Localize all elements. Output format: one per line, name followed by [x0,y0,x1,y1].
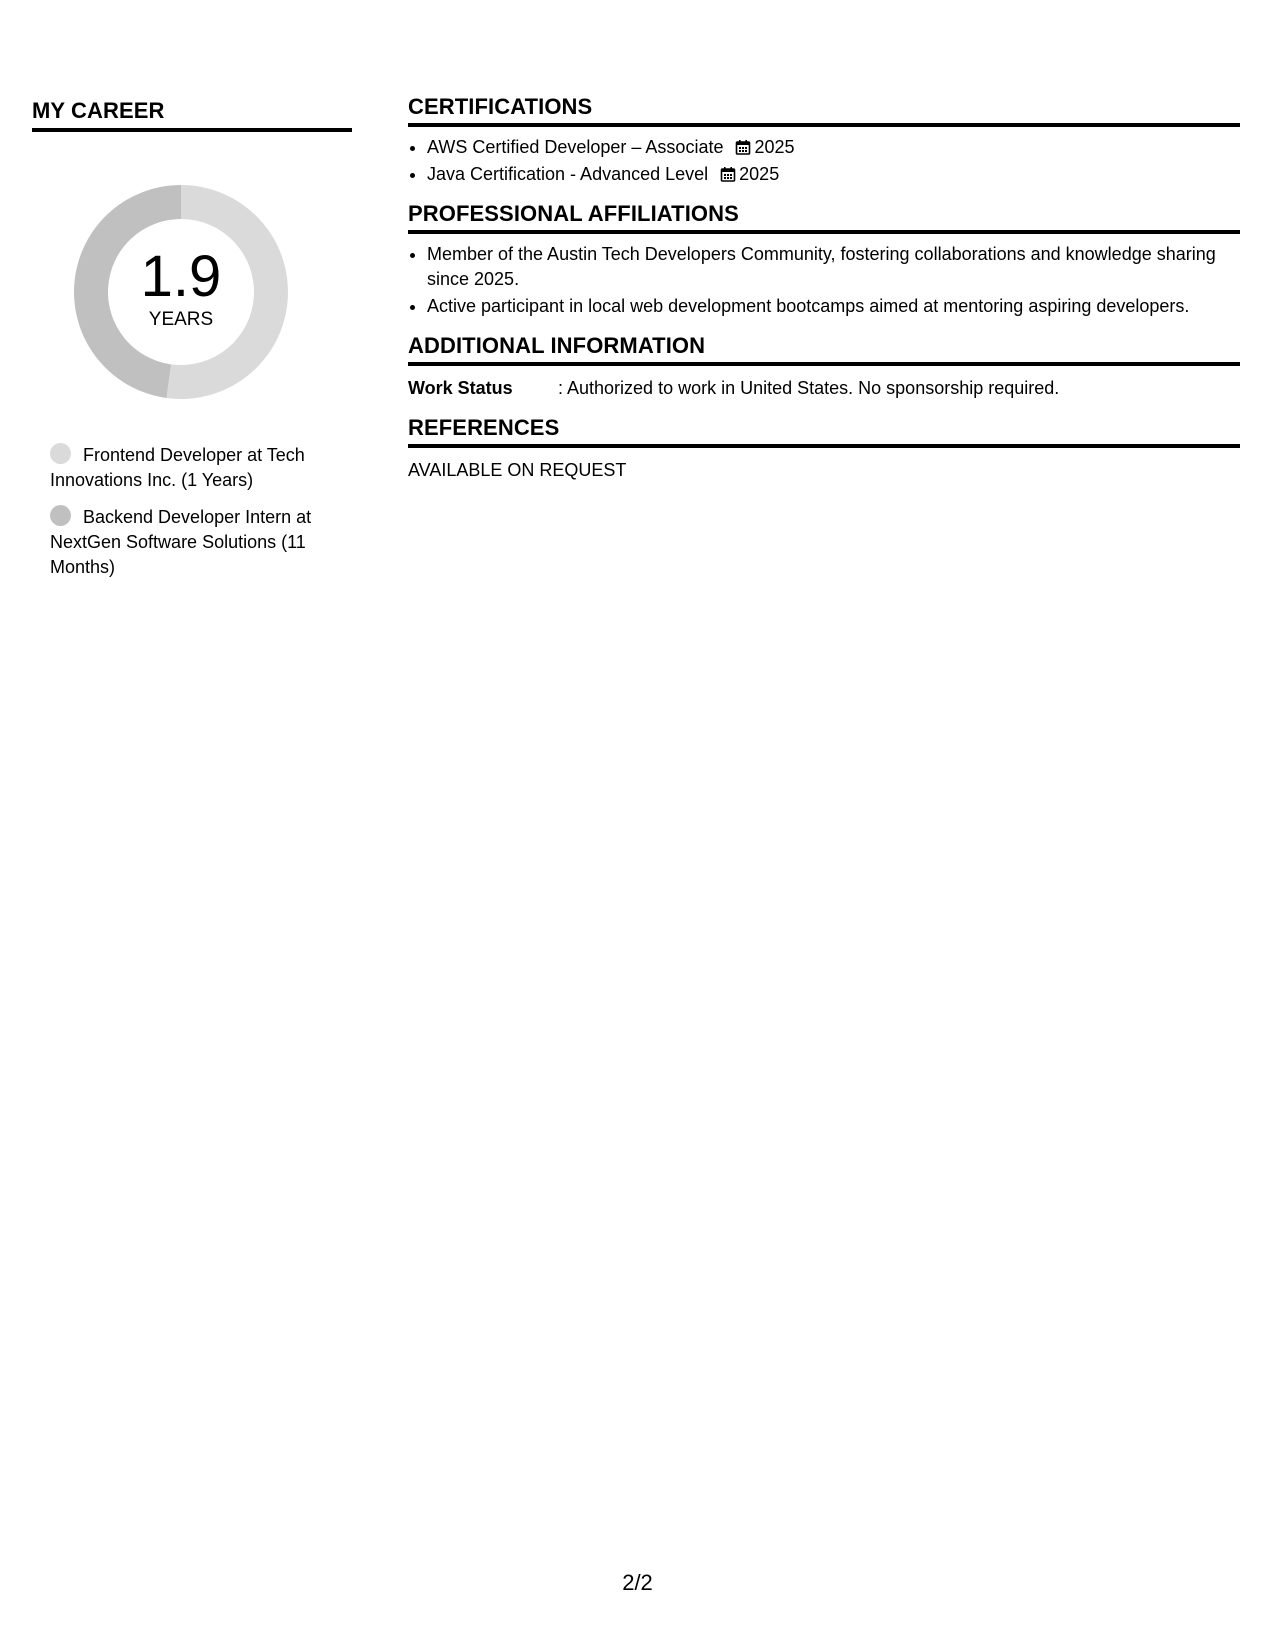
certification-name: AWS Certified Developer – Associate [427,137,724,157]
page-number: 2/2 [622,1570,653,1595]
work-status-label: Work Status [408,378,513,398]
certifications-list [408,135,1240,187]
certifications-title: CERTIFICATIONS [408,94,1240,127]
legend-item [50,443,352,493]
career-column [32,98,352,592]
affiliation-item: • Member of the Austin Tech Developers Community, fostering collaborations and knowledge sharing since 2025. [427,242,1240,292]
calendar-icon [720,164,736,180]
calendar-icon [735,137,751,153]
references-title: REFERENCES [408,415,1240,448]
details-column [408,94,1240,497]
certifications-section [408,94,1240,187]
legend-dot-icon [50,443,71,464]
affiliations-title: PROFESSIONAL AFFILIATIONS [408,201,1240,234]
legend-item [50,505,352,580]
career-title: MY CAREER [32,98,352,132]
certification-item [427,135,1240,160]
additional-info-title: ADDITIONAL INFORMATION [408,333,1240,366]
work-status-value: : Authorized to work in United States. No sponsorship required. [558,378,1060,398]
career-donut-chart [66,177,296,407]
affiliations-section [408,201,1240,319]
references-text: AVAILABLE ON REQUEST [408,460,627,480]
references-section [408,415,1240,483]
affiliations-list [408,242,1240,319]
certification-item [427,162,1240,187]
additional-info-section [408,333,1240,401]
legend-label: Frontend Developer at Tech Innovations Inc. (1 Years) [50,445,305,490]
certification-year: 2025 [754,137,795,157]
affiliation-item: • Active participant in local web development bootcamps aimed at mentoring aspiring developers. [427,294,1240,319]
certification-name: Java Certification - Advanced Level [427,164,709,184]
legend-label: Backend Developer Intern at NextGen Software Solutions (11 Months) [50,507,312,577]
work-status-row [408,376,1240,401]
career-years-unit: YEARS [148,309,214,330]
donut-center [66,177,296,407]
career-legend [50,443,352,580]
certification-year: 2025 [739,164,780,184]
legend-dot-icon [50,505,71,526]
career-years-value: 1.9 [140,244,222,309]
